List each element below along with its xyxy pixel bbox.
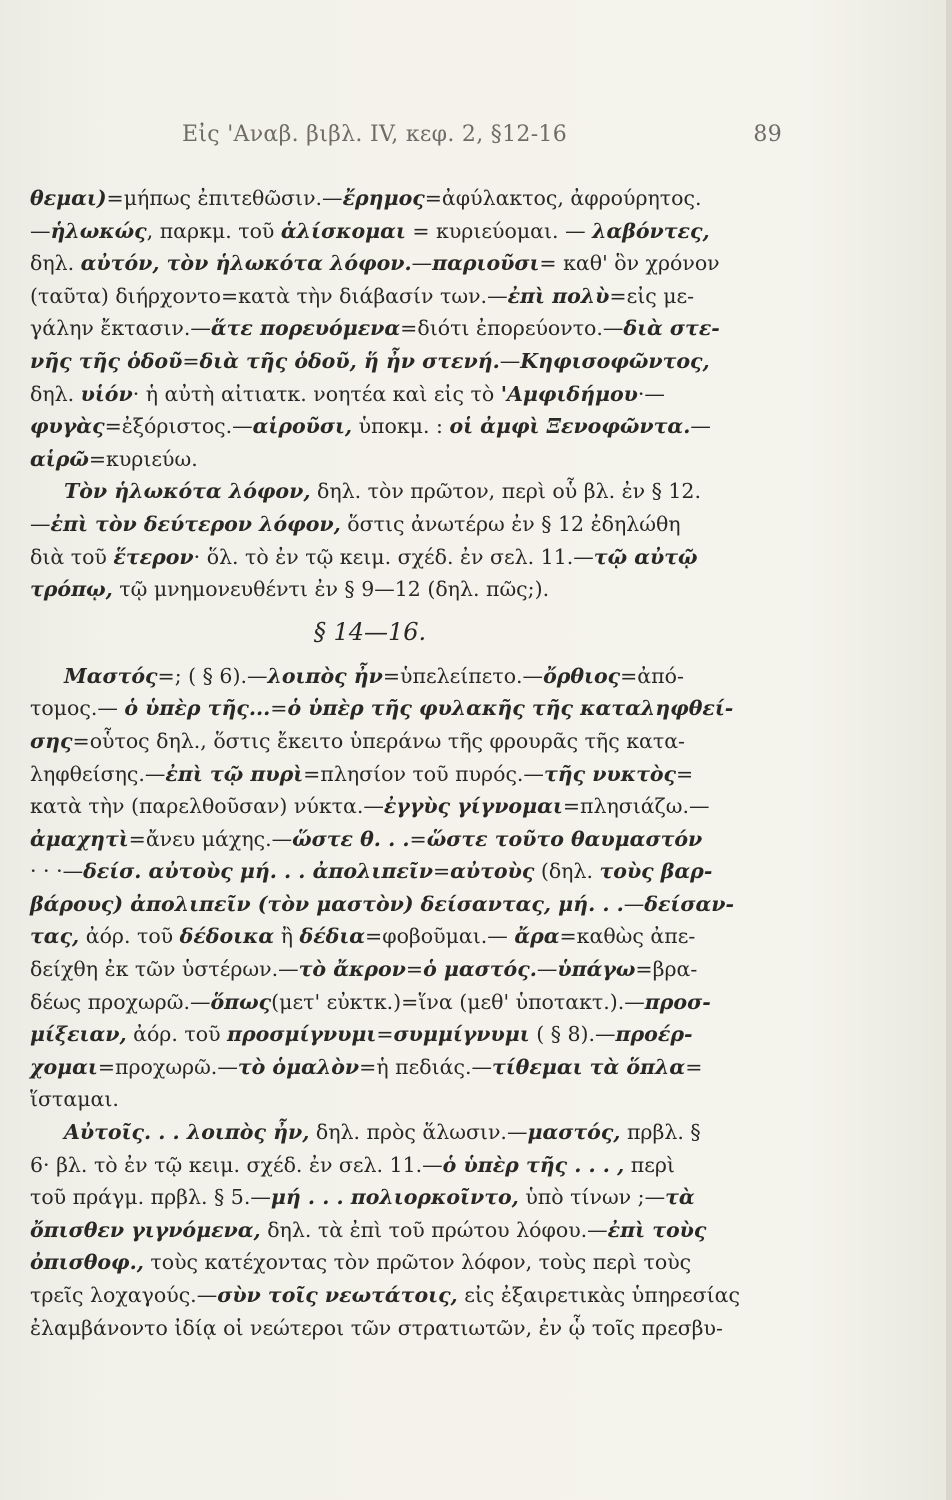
lemma-term: δείσ. αὐτοὺς μή. . . ἀπολιπεῖν — [83, 859, 433, 884]
gloss-text: =; ( § 6).— — [157, 663, 268, 688]
lemma-term: τας, — [30, 924, 80, 949]
gloss-text: ὑποκμ. : — [352, 414, 450, 439]
gloss-text: =βρα- — [635, 957, 698, 982]
lemma-term: Μαστός — [64, 663, 158, 688]
gloss-text: — — [30, 511, 51, 536]
gloss-text: δέως προχωρῶ.— — [30, 989, 211, 1014]
gloss-text: =ἀφύλακτος, ἀφρούρητος. — [424, 186, 702, 210]
lemma-term: Τὸν ἡλωκότα λόφον, — [64, 479, 311, 504]
paragraph-4 — [30, 1116, 790, 1344]
gloss-text: = — [376, 1022, 394, 1047]
text-line — [30, 790, 790, 823]
lemma-term: τὸ ὁμαλὸν — [237, 1054, 360, 1079]
text-line — [30, 888, 790, 921]
gloss-text: =μήπως ἐπιτεθῶσιν.— — [106, 186, 343, 210]
gloss-text: =οὗτος δηλ., ὅστις ἔκειτο ὑπεράνω τῆς φρουρᾶς τῆς κατα- — [72, 728, 685, 753]
gloss-text: ὅστις ἀνωτέρω ἐν § 12 ἐδηλώθη — [340, 511, 681, 536]
lemma-term: οἱ ἀμφὶ Ξενοφῶντα. — [449, 414, 691, 439]
gloss-text: — — [623, 891, 645, 916]
text-line — [30, 692, 790, 725]
gloss-text: ἀόρ. τοῦ — [126, 1022, 228, 1047]
gloss-text: =πλησιάζω.— — [562, 794, 710, 819]
text-line — [30, 312, 790, 345]
gloss-text: — — [411, 251, 433, 276]
gloss-text: = καθ' ὃν χρόνον — [539, 251, 720, 276]
text-line — [30, 758, 790, 791]
gloss-text: ἢ — [274, 924, 300, 949]
gloss-text: =πλησίον τοῦ πυρός.— — [303, 761, 544, 786]
text-line — [30, 823, 790, 856]
text-line — [30, 378, 790, 411]
lemma-term: ὥστε τοῦτο θαυμαστόν — [426, 826, 703, 851]
lemma-term: θεμαι) — [30, 186, 107, 210]
lemma-term: τοὺς βαρ- — [599, 859, 713, 884]
lemma-term: ὁ μαστός. — [423, 957, 537, 982]
lemma-term: ὀπισθοφ., — [30, 1250, 144, 1275]
lemma-term: μαστός, — [527, 1120, 621, 1145]
lemma-term: ἡλωκώς — [50, 218, 147, 243]
lemma-term: Αὐτοῖς. . . λοιπὸς ἦν, — [64, 1120, 310, 1145]
text-line — [30, 1312, 790, 1345]
lemma-term: νῆς τῆς ὁδοῦ — [30, 348, 183, 373]
text-line — [30, 573, 790, 606]
text-line — [30, 410, 790, 443]
lemma-term: ὁ ὑπὲρ τῆς . . . , — [442, 1152, 625, 1177]
gloss-text: =ἐξόριστος.— — [104, 414, 253, 439]
lemma-term: μίξειαν, — [30, 1022, 127, 1047]
gloss-text: = — [409, 826, 427, 851]
lemma-term: δέδοικα — [179, 924, 275, 949]
text-line — [30, 855, 790, 888]
text-line — [30, 280, 790, 313]
gloss-text: ὑπὸ τίνων ;— — [518, 1185, 666, 1210]
paragraph-2 — [30, 475, 790, 605]
gloss-text: δηλ. — [30, 381, 81, 406]
text-line — [30, 475, 790, 508]
text-line — [30, 1181, 790, 1214]
lemma-term: 'Αμφιδήμου — [500, 381, 638, 406]
text-line — [30, 1116, 790, 1149]
running-header — [182, 122, 782, 156]
gloss-text: =ὑπελείπετο.— — [382, 663, 544, 688]
gloss-text: = — [270, 696, 288, 721]
gloss-text: =ἡ πεδιάς.— — [359, 1054, 492, 1079]
text-line — [30, 1279, 790, 1312]
text-line — [30, 920, 790, 953]
lemma-term: δείσαν- — [644, 891, 734, 916]
gloss-text: =ἀπό- — [620, 663, 684, 688]
gloss-text: — — [499, 348, 521, 373]
lemma-term: τῷ αὐτῷ — [593, 544, 698, 569]
text-line — [30, 182, 790, 215]
gloss-text: , παρκμ. τοῦ — [146, 218, 281, 243]
lemma-term: ἐπὶ τὸν δεύτερον λόφον, — [50, 511, 341, 536]
text-line — [30, 1051, 790, 1084]
text-line — [30, 1214, 790, 1247]
gloss-text: τομος.— — [30, 696, 125, 721]
section-heading: § 14—16. — [313, 617, 427, 646]
lemma-term: ὥστε θ. . . — [292, 826, 410, 851]
gloss-text: = — [685, 1054, 703, 1079]
lemma-term: υἱόν — [80, 381, 133, 406]
lemma-term: φυγὰς — [30, 414, 105, 439]
lemma-term: ἐπὶ πολὺ — [507, 283, 610, 308]
lemma-term: ὑπάγω — [557, 957, 636, 982]
gloss-text: — — [690, 414, 711, 439]
gloss-text: =εἰς με- — [609, 283, 695, 308]
lemma-term: Κηφισοφῶντος, — [520, 348, 710, 373]
lemma-term: παριοῦσι — [432, 251, 540, 276]
gloss-text: = κυριεύομαι. — — [405, 218, 593, 243]
lemma-term: ἔρημος — [342, 186, 425, 210]
lemma-term: τὸ ἄκρον — [298, 957, 406, 982]
lemma-term: ὄπισθεν γιγνόμενα, — [30, 1217, 261, 1242]
lemma-term: προσ- — [644, 989, 711, 1014]
lemma-term: προσμίγνυμι — [227, 1022, 377, 1047]
gloss-text: · ὅλ. τὸ ἐν τῷ κειμ. σχέδ. ἐν σελ. 11.— — [193, 544, 594, 569]
text-line — [30, 986, 790, 1019]
text-line — [30, 1018, 790, 1051]
gloss-text: — — [30, 218, 51, 243]
gloss-text: δείχθη ἐκ τῶν ὑστέρων.— — [30, 957, 299, 982]
lemma-term: ἁλίσκομαι — [280, 218, 406, 243]
text-line — [30, 215, 790, 248]
lemma-term: σὺν τοῖς νεωτάτοις, — [217, 1283, 458, 1307]
gloss-text: — — [536, 957, 558, 982]
gloss-text: · ἡ αὐτὴ αἰτιατκ. νοητέα καὶ εἰς τὸ — [132, 381, 501, 406]
gloss-text: ἵσταμαι. — [30, 1087, 119, 1112]
gloss-text: ·— — [637, 381, 665, 406]
lemma-term: τρόπῳ, — [30, 577, 113, 602]
gloss-text: περὶ — [624, 1152, 675, 1177]
lemma-term: διὰ στε- — [623, 316, 720, 341]
lemma-term: ὁ ὑπὲρ τῆς φυλακῆς τῆς καταληφθεί- — [287, 696, 734, 721]
lemma-term: αἱρῶ — [30, 446, 89, 471]
gloss-text: δηλ. πρὸς ἅλωσιν.— — [309, 1120, 528, 1145]
paragraph-1 — [30, 182, 790, 475]
gloss-text: γάλην ἔκτασιν.— — [30, 316, 211, 341]
lemma-term: ἕτερον — [113, 544, 194, 569]
paragraph-3 — [30, 660, 790, 1116]
lemma-term: χομαι — [30, 1054, 98, 1079]
text-line — [30, 508, 790, 541]
gloss-text: =προχωρῶ.— — [97, 1054, 238, 1079]
lemma-term: ἐπὶ τῷ πυρὶ — [165, 761, 304, 786]
gloss-text: = — [405, 957, 424, 982]
text-line — [30, 443, 790, 476]
lemma-term: προέρ- — [615, 1022, 693, 1047]
lemma-term: βάρους) ἀπολιπεῖν (τὸν μαστὸν) δείσαντας, μή. . . — [30, 891, 624, 916]
gloss-text: δηλ. τὸν πρῶτον, περὶ οὗ βλ. ἐν § 12. — [310, 479, 701, 504]
lemma-term: τῆς νυκτὸς — [543, 761, 677, 786]
lemma-term: αὐτόν, τὸν ἡλωκότα λόφον. — [80, 251, 412, 276]
page-number: 89 — [753, 122, 782, 147]
text-line — [30, 345, 790, 378]
lemma-term: ὄρθιος — [543, 663, 621, 688]
gloss-text: =φοβοῦμαι.— — [365, 924, 515, 949]
text-line — [30, 953, 790, 986]
lemma-term: ἄρα — [514, 924, 560, 949]
gloss-text: ληφθείσης.— — [30, 761, 166, 786]
running-title: Εἰς 'Αναβ. βιβλ. IV, κεφ. 2, §12-16 — [182, 122, 568, 147]
gloss-text: =κυριεύω. — [88, 446, 198, 471]
text-line — [30, 247, 790, 280]
text-line — [30, 1149, 790, 1182]
text-line — [30, 1246, 790, 1279]
gloss-text: = — [676, 761, 694, 786]
lemma-term: τίθεμαι τὰ ὅπλα — [491, 1054, 686, 1079]
lemma-term: ἐπὶ τοὺς — [607, 1217, 707, 1242]
gloss-text: = — [432, 859, 451, 884]
page-edge — [946, 0, 952, 1500]
gloss-text: =καθὼς ἀπε- — [559, 924, 696, 949]
gloss-text: διὰ τοῦ — [30, 544, 114, 569]
lemma-term: μή . . . πολιορκοῖντο, — [270, 1185, 519, 1210]
lemma-term: ἀμαχητὶ — [30, 826, 129, 851]
lemma-term: ὁ ὑπὲρ τῆς... — [124, 696, 271, 721]
lemma-term: ἐγγὺς γίγνομαι — [383, 794, 563, 819]
gloss-text: ἐλαμβάνοντο ἰδίᾳ οἱ νεώτεροι τῶν στρατιωτῶν, ἐν ᾧ τοῖς πρεσβυ- — [30, 1315, 723, 1340]
gloss-text: (μετ' εὐκτκ.)=ἵνα (μεθ' ὑποτακτ.).— — [271, 989, 645, 1014]
text-line — [30, 660, 790, 693]
gloss-text: τοὺς κατέχοντας τὸν πρῶτον λόφον, τοὺς περὶ τοὺς — [143, 1250, 692, 1275]
text-line — [30, 1083, 790, 1116]
gloss-text: (ταῦτα) διήρχοντο=κατὰ τὴν διάβασίν των.— — [30, 283, 508, 308]
gloss-text: (δηλ. — [534, 859, 600, 884]
gloss-text: πρβλ. § — [620, 1120, 701, 1145]
lemma-term: λοιπὸς ἦν — [267, 663, 383, 688]
gloss-text: τρεῖς λοχαγούς.— — [30, 1283, 218, 1307]
gloss-text: · · ·— — [30, 859, 84, 884]
text-line — [30, 541, 790, 574]
lemma-term: λαβόντες, — [592, 218, 710, 243]
lemma-term: διὰ τῆς ὁδοῦ, ἥ ἦν στενή. — [199, 348, 500, 373]
gloss-text: δηλ. — [30, 251, 81, 276]
lemma-term: σης — [30, 728, 73, 753]
gloss-text: κατὰ τὴν (παρελθοῦσαν) νύκτα.— — [30, 794, 384, 819]
gloss-text: εἰς ἐξαιρετικὰς ὑπηρεσίας — [457, 1283, 740, 1307]
gloss-text: = — [182, 348, 200, 373]
gloss-text: =διότι ἐπορεύοντο.— — [400, 316, 624, 341]
lemma-term: αἱροῦσι, — [252, 414, 353, 439]
page-body — [30, 182, 790, 1344]
lemma-term: ἅτε πορευόμενα — [210, 316, 401, 341]
gloss-text: =ἄνευ μάχης.— — [128, 826, 293, 851]
lemma-term: συμμίγνυμι — [393, 1022, 530, 1047]
lemma-term: αὐτοὺς — [450, 859, 535, 884]
gloss-text: ἀόρ. τοῦ — [79, 924, 180, 949]
gloss-text: δηλ. τὰ ἐπὶ τοῦ πρώτου λόφου.— — [260, 1217, 608, 1242]
gloss-text: ( § 8).— — [529, 1022, 616, 1047]
lemma-term: ὅπως — [210, 989, 272, 1014]
gloss-text: τοῦ πράγμ. πρβλ. § 5.— — [30, 1185, 271, 1210]
text-line — [30, 725, 790, 758]
gloss-text: 6· βλ. τὸ ἐν τῷ κειμ. σχέδ. ἐν σελ. 11.— — [30, 1152, 443, 1177]
gloss-text: τῷ μνημονευθέντι ἐν § 9—12 (δηλ. πῶς;). — [112, 577, 550, 602]
lemma-term: τὰ — [665, 1185, 695, 1210]
lemma-term: δέδια — [299, 924, 366, 949]
